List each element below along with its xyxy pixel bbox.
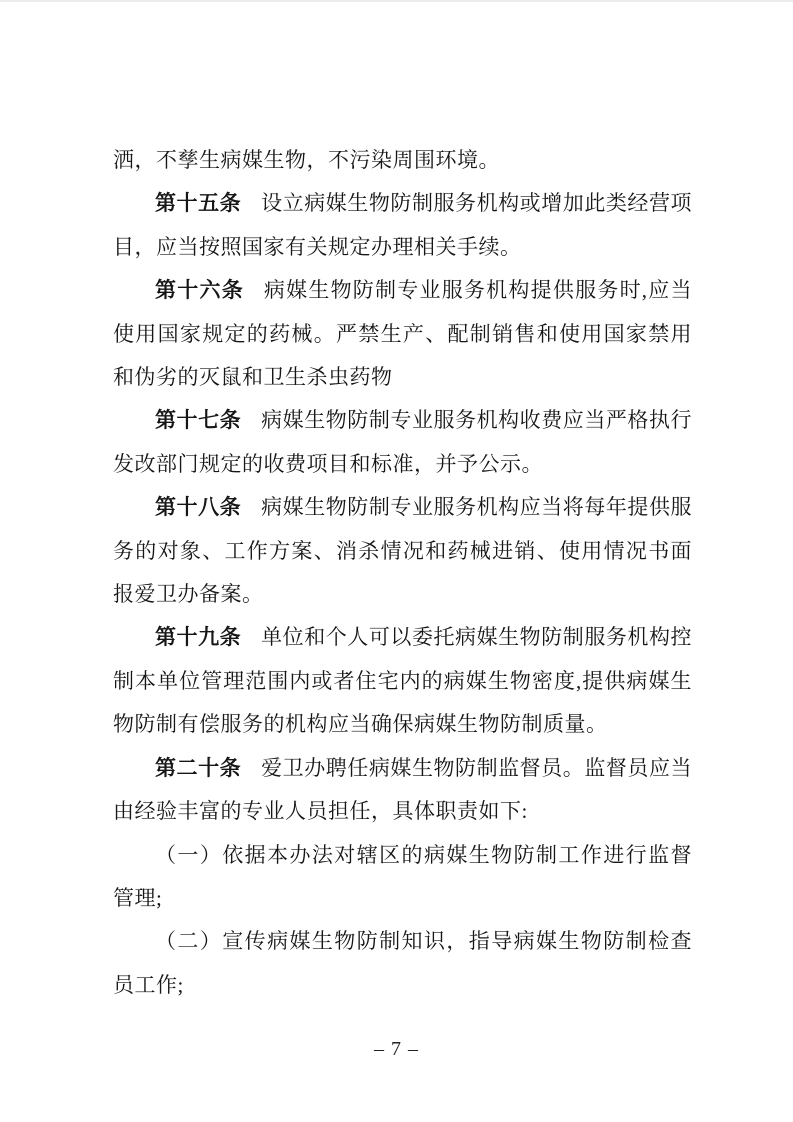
paragraph-continuation bbox=[113, 139, 692, 182]
article-number: 第十七条 bbox=[155, 408, 242, 433]
article-17 bbox=[113, 399, 692, 486]
article-15 bbox=[113, 182, 692, 269]
paragraph-text: （二）宣传病媒生物防制知识，指导病媒生物防制检查员工作; bbox=[113, 929, 692, 997]
paragraph-text: 单位和个人可以委托病媒生物防制服务机构控制本单位管理范围内或者住宅内的病媒生物密度,提供病媒生物防制有偿服务的机构应当确保病媒生物防制质量。 bbox=[113, 625, 693, 737]
paragraph-text: 爱卫办聘任病媒生物防制监督员。监督员应当由经验丰富的专业人员担任，具体职责如下: bbox=[113, 755, 693, 824]
paragraph-text: 洒，不孳生病媒生物，不污染周围环境。 bbox=[113, 148, 500, 172]
scan-edge-artifact bbox=[0, 0, 793, 2]
article-number: 第十八条 bbox=[155, 495, 242, 520]
paragraph-text: （一）依据本办法对辖区的病媒生物防制工作进行监督管理; bbox=[113, 842, 692, 910]
paragraph-text: 病媒生物防制专业服务机构收费应当严格执行发改部门规定的收费项目和标准，并予公示。 bbox=[113, 408, 693, 476]
article-19 bbox=[113, 616, 692, 746]
article-18 bbox=[113, 486, 692, 616]
paragraph-text: 设立病媒生物防制服务机构或增加此类经营项目，应当按照国家有关规定办理相关手续。 bbox=[113, 191, 693, 259]
clause-item-1 bbox=[113, 834, 692, 921]
paragraph-text: 病媒生物防制专业服务机构提供服务时,应当使用国家规定的药械。严禁生产、配制销售和使用国家禁用和伪劣的灭鼠和卫生杀虫药物 bbox=[113, 278, 693, 390]
paragraph-text: 病媒生物防制专业服务机构应当将每年提供服务的对象、工作方案、消杀情况和药械进销、使用情况书面报爱卫办备案。 bbox=[113, 495, 693, 607]
article-16 bbox=[113, 269, 692, 399]
clause-item-2 bbox=[113, 920, 692, 1007]
article-number: 第二十条 bbox=[155, 755, 242, 780]
document-body bbox=[113, 139, 692, 1007]
article-number: 第十五条 bbox=[155, 191, 242, 216]
article-20 bbox=[113, 747, 692, 834]
page-number: – 7 – bbox=[374, 1038, 419, 1060]
article-number: 第十九条 bbox=[155, 625, 242, 650]
article-number: 第十六条 bbox=[155, 278, 244, 303]
